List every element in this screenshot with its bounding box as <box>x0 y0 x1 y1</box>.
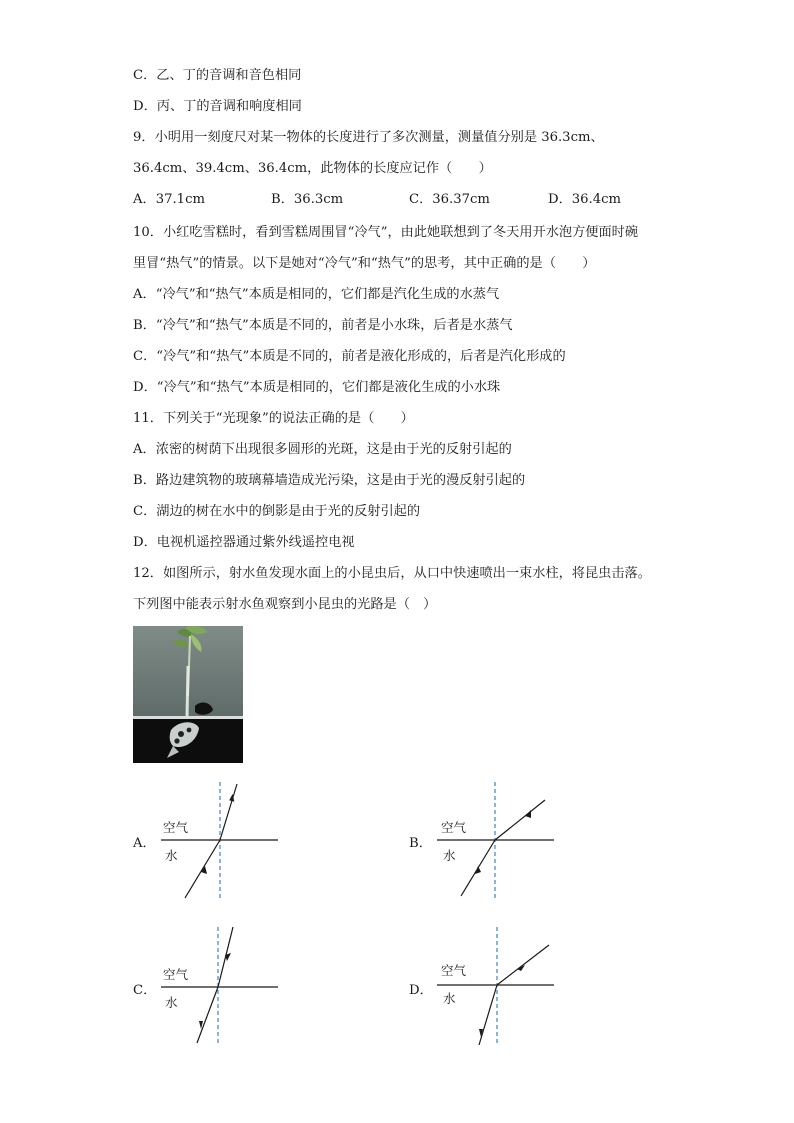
q12-stem-line2: 下列图中能表示射水鱼观察到小昆虫的光路是（ ） <box>133 597 437 612</box>
diagram-d-air-label: 空气 <box>441 963 467 978</box>
diagram-c-letter: C． <box>133 983 157 998</box>
diagram-option-c <box>133 925 293 1047</box>
diagram-b-air-label: 空气 <box>441 820 467 835</box>
q10-option-d: D．“冷气”和“热气”本质是相同的，它们都是液化生成的小水珠 <box>133 380 501 395</box>
diagram-b-air-ray <box>495 800 545 840</box>
diagram-c-water-label: 水 <box>165 995 178 1010</box>
diagram-a-water-label: 水 <box>165 848 178 863</box>
q9-option-c: C．36.37cm <box>409 192 490 207</box>
q10-option-a: A．“冷气”和“热气”本质是相同的，它们都是汽化生成的水蒸气 <box>133 287 500 302</box>
q10-stem-line1: 10．小红吃雪糕时，看到雪糕周围冒“冷气”，由此她联想到了冬天用开水泡方便面时碗 <box>133 225 639 240</box>
q10-stem-line2: 里冒“热气”的情景。以下是她对“冷气”和“热气”的思考，其中正确的是（ ） <box>133 256 596 271</box>
diagram-a-water-ray <box>185 840 220 898</box>
q11-option-b: B．路边建筑物的玻璃幕墙造成光污染，这是由于光的漫反射引起的 <box>133 473 526 488</box>
q12-stem-line1: 12．如图所示，射水鱼发现水面上的小昆虫后，从口中快速喷出一束水柱，将昆虫击落。 <box>133 566 651 581</box>
q11-stem: 11．下列关于“光现象”的说法正确的是（ ） <box>133 411 414 426</box>
diagram-c-air-ray <box>218 927 233 987</box>
q9-option-a: A．37.1cm <box>133 192 205 207</box>
diagram-b-arrow-air <box>525 810 531 818</box>
diagram-a-air-label: 空气 <box>163 820 189 835</box>
diagram-c-water-ray <box>197 987 218 1043</box>
diagram-d-air-ray <box>497 945 549 985</box>
diagram-option-b <box>409 780 569 902</box>
diagram-d-water-label: 水 <box>443 991 456 1006</box>
q9-option-d: D．36.4cm <box>548 192 622 207</box>
q8-option-c: C．乙、丁的音调和音色相同 <box>133 68 302 83</box>
q8-option-d: D．丙、丁的音调和响度相同 <box>133 99 302 114</box>
q10-option-c: C．“冷气”和“热气”本质是不同的，前者是液化形成的，后者是汽化形成的 <box>133 349 566 364</box>
diagram-b-arrow-water <box>475 866 481 874</box>
diagram-d-water-ray <box>479 985 497 1045</box>
diagram-c-air-label: 空气 <box>163 967 189 982</box>
diagram-b-water-label: 水 <box>443 848 456 863</box>
diagram-a-letter: A． <box>133 836 156 851</box>
archer-fish-illustration <box>133 626 243 763</box>
archer-fish-photo <box>133 626 243 763</box>
q11-option-a: A．浓密的树荫下出现很多圆形的光斑，这是由于光的反射引起的 <box>133 442 512 457</box>
diagram-option-d <box>409 925 569 1047</box>
diagram-b-letter: B． <box>409 836 432 851</box>
q11-option-d: D．电视机遥控器通过紫外线遥控电视 <box>133 535 355 550</box>
q9-stem-line2: 36.4cm、39.4cm、36.4cm，此物体的长度应记作（ ） <box>133 161 492 176</box>
diagram-option-a <box>133 780 293 902</box>
q11-option-c: C．湖边的树在水中的倒影是由于光的反射引起的 <box>133 504 421 519</box>
q10-option-b: B．“冷气”和“热气”本质是不同的，前者是小水珠，后者是水蒸气 <box>133 318 513 333</box>
q9-option-b: B．36.3cm <box>271 192 344 207</box>
diagram-d-letter: D． <box>409 983 433 998</box>
q9-stem-line1: 9．小明用一刻度尺对某一物体的长度进行了多次测量，测量值分别是 36.3cm、 <box>133 130 604 145</box>
diagram-a-air-ray <box>220 784 237 840</box>
